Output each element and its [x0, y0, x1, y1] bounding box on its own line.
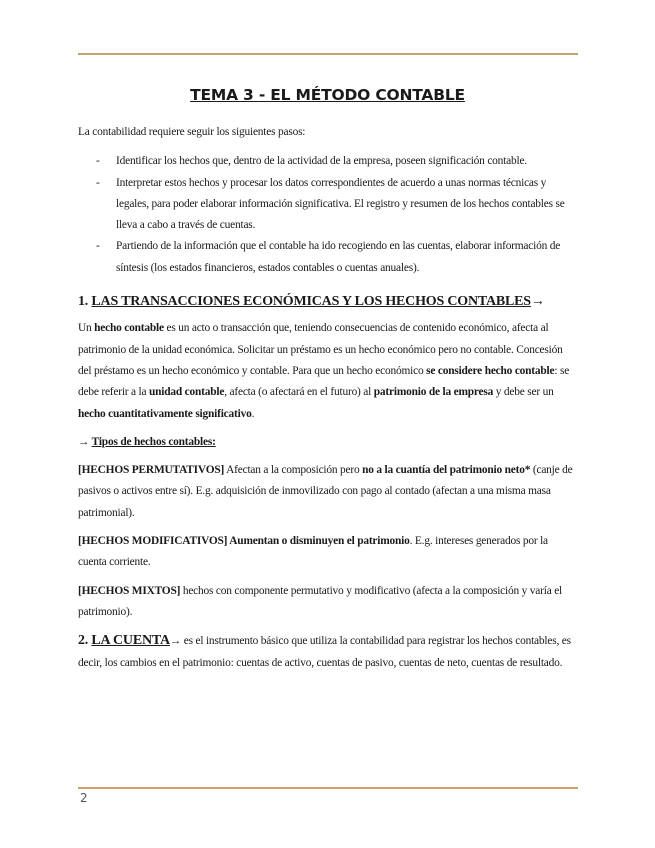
bullet-dash: - [96, 155, 100, 168]
page-title: TEMA 3 - EL MÉTODO CONTABLE [190, 86, 465, 104]
bullet-dash: - [96, 176, 100, 189]
header-rule [78, 53, 578, 55]
list-item: - Partiendo de la información que el contable ha ido recogiendo en las cuentas, elaborar información de síntesis (los estados financieros, estados contables o cuentas anuales). [78, 236, 578, 279]
page-number: 2 [80, 791, 88, 805]
section-1-heading: 1. LAS TRANSACCIONES ECONÓMICAS Y LOS HECHOS CONTABLES→ [78, 294, 545, 310]
list-item: - Interpretar estos hechos y procesar los datos correspondientes de acuerdo a unas normas técnicas y legales, para poder elaborar información significativa. El registro y resumen de los hechos contables se lleva a cabo a través de cuentas. [78, 173, 578, 237]
footer-rule [78, 787, 578, 789]
bullet-dash: - [96, 240, 100, 253]
document-body [78, 122, 578, 681]
hechos-mixtos: [HECHOS MIXTOS] hechos con componente permutativo y modificativo (afecta a la composición y varía el patrimonio). [78, 584, 563, 618]
hecho-contable-paragraph: Un hecho contable es un acto o transacción que, teniendo consecuencias de contenido económico, afecta al patrimonio de la unidad económica. Solicitar un préstamo es un hecho económico pero no contable. Concesión del préstamo es un hecho económico y contable. Para que un hecho económico se considere hecho contable: se debe referir a la unidad contable, afecta (o afectará en el futuro) al patrimonio de la empresa y debe ser un hecho cuantitativamente significativo. [78, 322, 570, 420]
steps-list [78, 151, 578, 279]
arrow-icon: → [530, 294, 545, 310]
section-2-heading: 2. LA CUENTA [78, 633, 170, 649]
arrow-icon: → [78, 435, 90, 448]
section-2-paragraph: 2. LA CUENTA→ es el instrumento básico que utiliza la contabilidad para registrar los hechos contables, es decir, los cambios en el patrimonio: cuentas de activo, cuentas de pasivo, cuentas de neto, cuentas de resultado. [78, 633, 571, 669]
intro-paragraph: La contabilidad requiere seguir los siguientes pasos: [78, 126, 306, 138]
list-item: - Identificar los hechos que, dentro de la actividad de la empresa, poseen significación contable. [78, 151, 578, 172]
hechos-permutativos: [HECHOS PERMUTATIVOS] Afectan a la composición pero no a la cuantía del patrimonio neto* (canje de pasivos o activos entre sí). E.g. adquisición de inmovilizado con pago al contado (afectan a una misma masa patrimonial). [78, 464, 573, 519]
arrow-icon: → [169, 635, 182, 648]
types-subheading: → Tipos de hechos contables: [78, 435, 216, 448]
hechos-modificativos: [HECHOS MODIFICATIVOS] Aumentan o disminuyen el patrimonio. E.g. intereses generados por la cuenta corriente. [78, 535, 548, 569]
